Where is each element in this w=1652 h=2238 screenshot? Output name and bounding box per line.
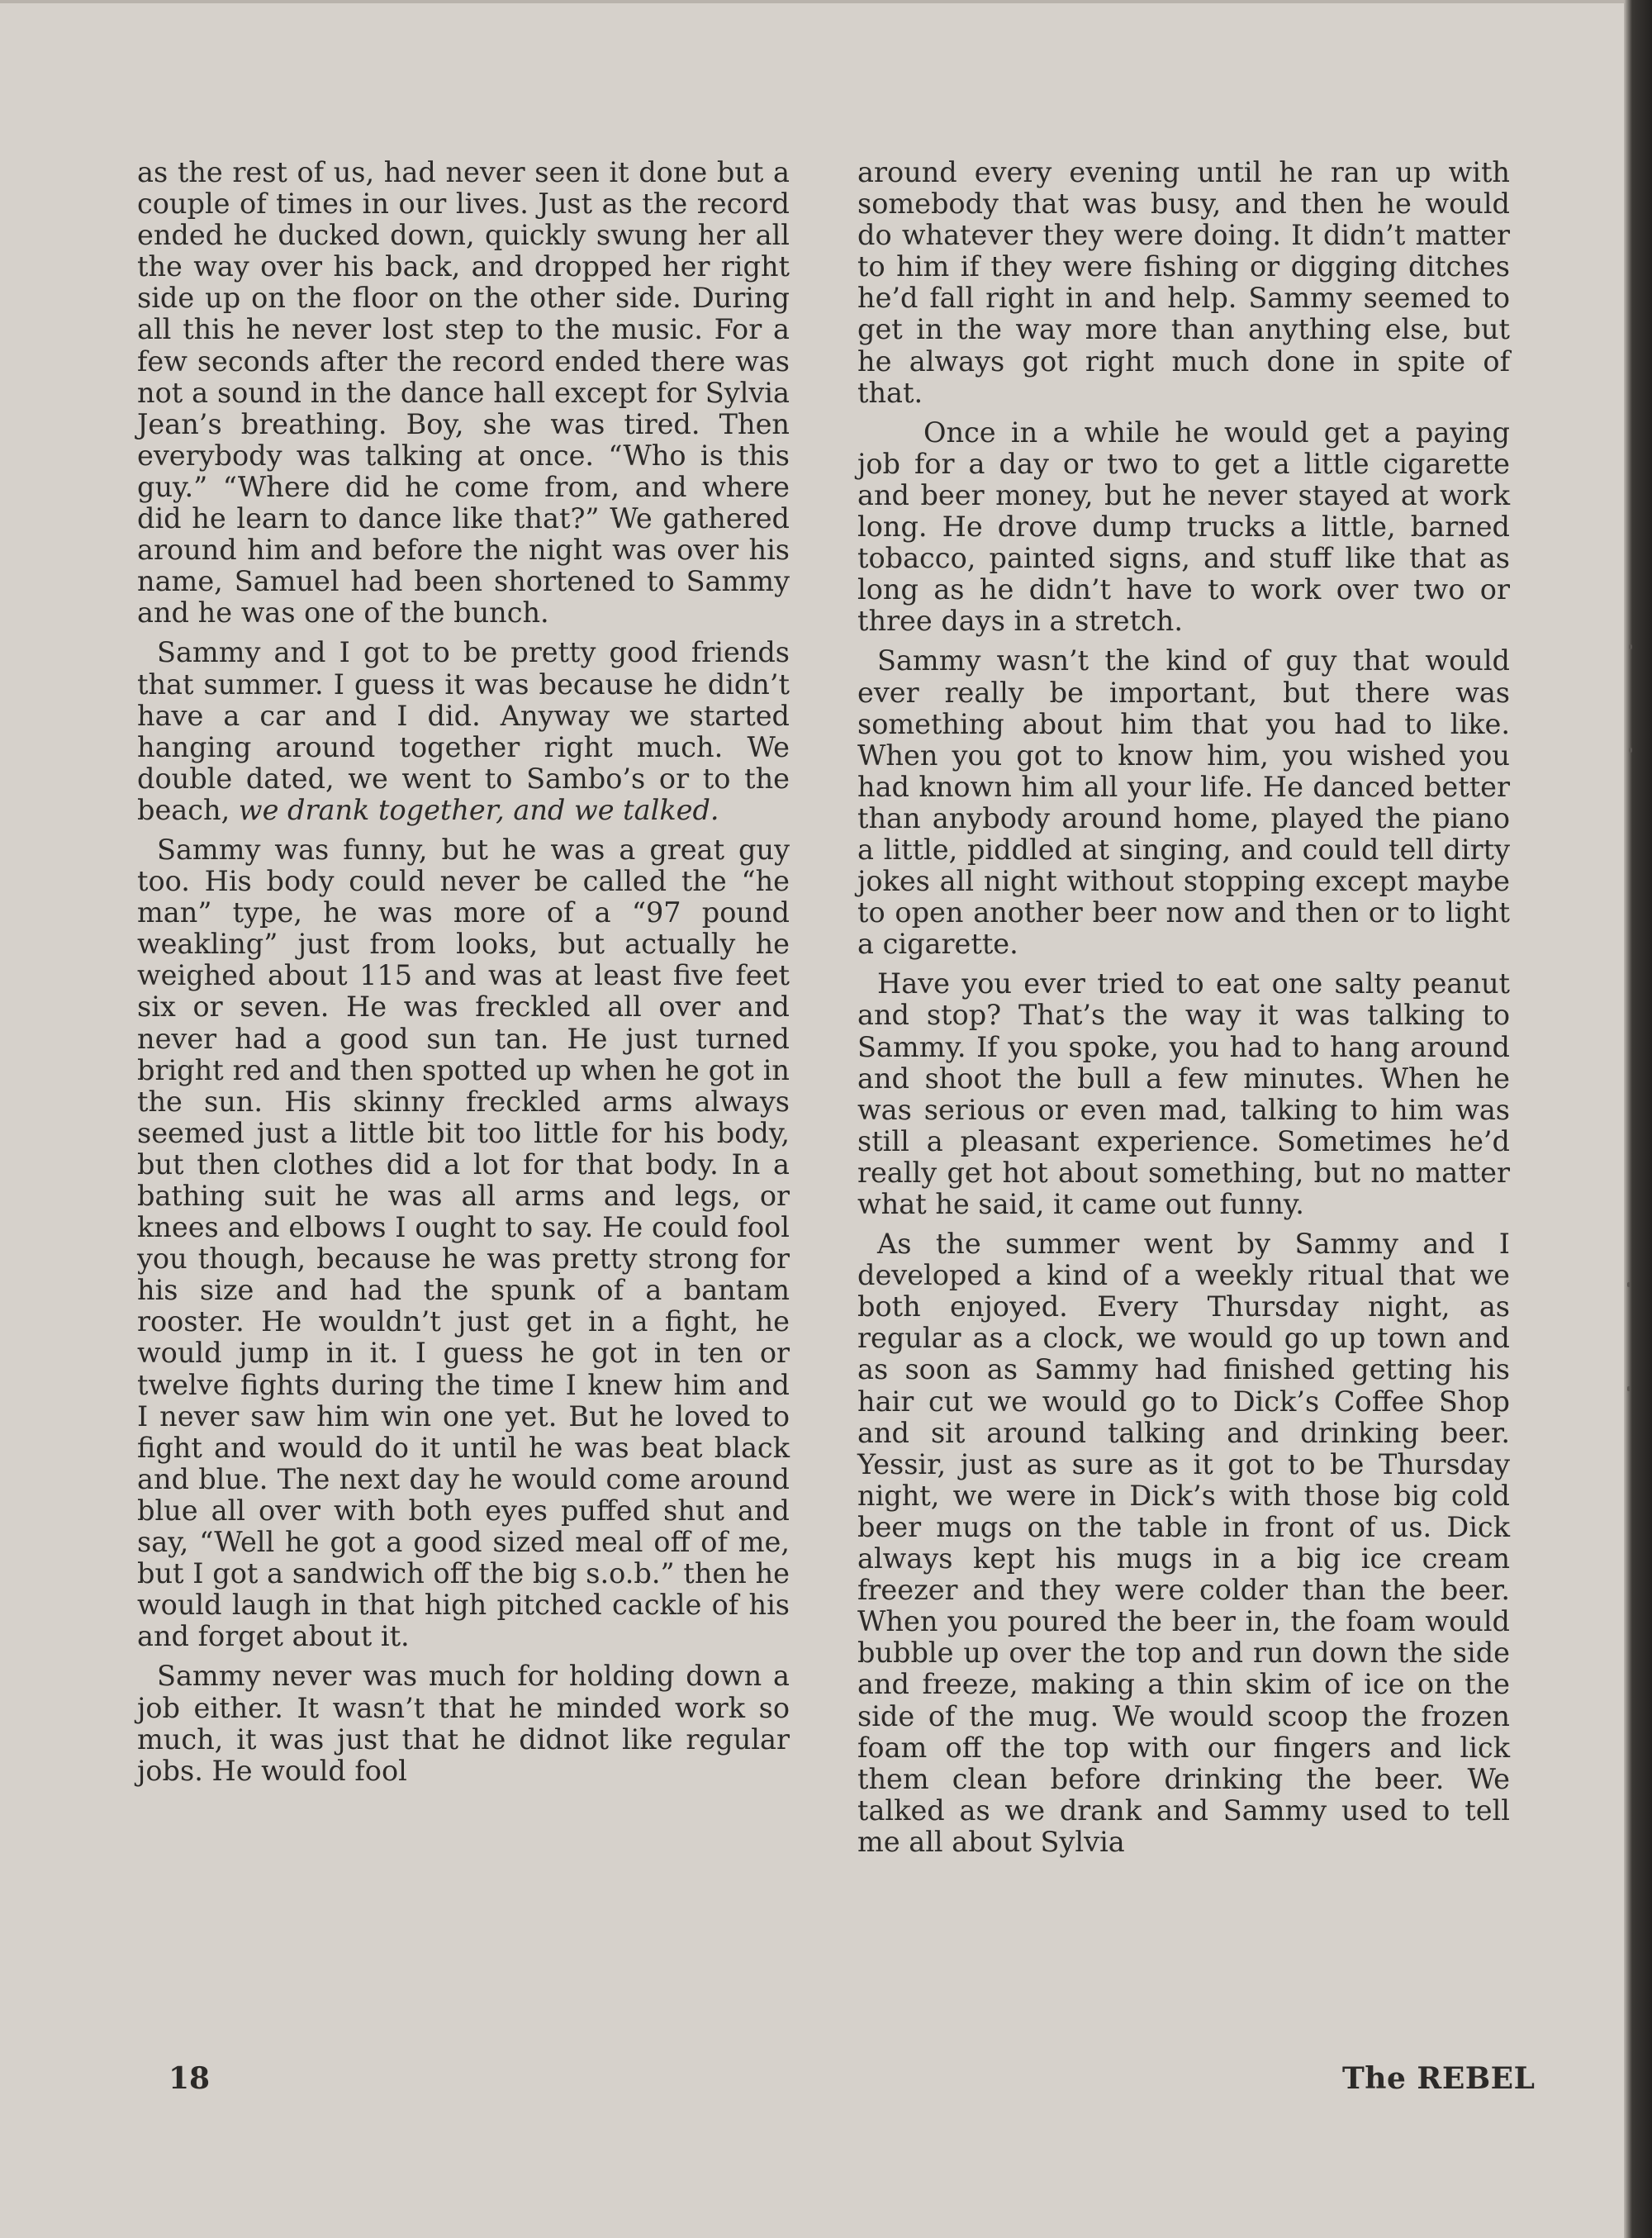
right-paragraph-5: As the summer went by Sammy and I developed a kind of a weekly ritual that we both enjoyed. Every Thursday night, as regular as a clock, we would go up town and as soon as Sammy had finished getting his hair cut we would go to Dick’s Coffee Shop and sit around talking and drinking beer. Yessir, just as sure as it got to be Thursday night, we were in Dick’s with those big cold beer mugs on the table in front of us. Dick always kept his mugs in a big ice cream freezer and they were colder than the beer. When you poured the beer in, the foam would bubble up over the top and run down the side and freeze, making a thin skim of ice on the side of the mug. We would scoop the frozen foam off the top with our fingers and lick them clean before drinking the beer. We talked as we drank and Sammy used to tell me all about Sylvia (857, 1228, 1510, 1858)
right-text-column (857, 157, 1510, 1866)
left-text-column (137, 157, 790, 1795)
right-paragraph-1: around every evening until he ran up with somebody that was busy, and then he would do whatever they were doing. It didn’t matter to him if they were fishing or digging ditches he’d fall right in and help. Sammy seemed to get in the way more than anything else, but he always got right much done in spite of that. (857, 156, 1510, 409)
right-paragraph-4: Have you ever tried to eat one salty peanut and stop? That’s the way it was talking to Sammy. If you spoke, you had to hang around and shoot the bull a few minutes. When he was serious or even mad, talking to him was still a pleasant experience. Sometimes he’d really get hot about something, but no matter what he said, it came out funny. (857, 967, 1510, 1220)
left-paragraph-1: as the rest of us, had never seen it done but a couple of times in our lives. Just as the record ended he ducked down, quickly swung her all the way over his back, and dropped her right side up on the floor on the other side. During all this he never lost step to the music. For a few seconds after the record ended there was not a sound in the dance hall except for Sylvia Jean’s breathing. Boy, she was tired. Then everybody was talking at once. “Who is this guy.” “Where did he come from, and where did he learn to dance like that?” We gathered around him and before the night was over his name, Samuel had been shortened to Sammy and he was one of the bunch. (137, 156, 790, 630)
left-paragraph-2 (137, 637, 790, 826)
page-number: 18 (169, 2061, 211, 2096)
left-paragraph-2-text: Sammy and I got to be pretty good friends that summer. I guess it was because he didn’t have a car and I did. Anyway we started hanging around together right much. We double dated, we went to Sambo’s or to the beach, (137, 636, 790, 826)
left-paragraph-2-italic: we drank together, and we talked. (238, 793, 719, 826)
margin-speck (1627, 1282, 1631, 1287)
margin-speck (1627, 1386, 1631, 1391)
left-paragraph-4: Sammy never was much for holding down a job either. It wasn’t that he minded work so much, it was just that he didnot like regular jobs. He would fool (137, 1660, 790, 1787)
page-top-edge (0, 0, 1652, 3)
right-paragraph-3: Sammy wasn’t the kind of guy that would ever really be important, but there was something about him that you had to like. When you got to know him, you wished you had known him all your life. He danced better than anybody around home, played the piano a little, piddled at singing, and could tell dirty jokes all night without stopping except maybe to open another beer now and then or to light a cigarette. (857, 644, 1510, 961)
left-paragraph-3: Sammy was funny, but he was a great guy too. His body could never be called the “he man” type, he was more of a “97 pound weakling” just from looks, but actually he weighed about 115 and was at least five feet six or seven. He was freckled all over and never had a good sun tan. He just turned bright red and then spotted up when he got in the sun. His skinny freckled arms always seemed just a little bit too little for his body, but then clothes did a lot for that body. In a bathing suit he was all arms and legs, or knees and elbows I ought to say. He could fool you though, because he was pretty strong for his size and had the spunk of a bantam rooster. He wouldn’t just get in a fight, he would jump in it. I guess he got in ten or twelve fights during the time I knew him and I never saw him win one yet. But he loved to fight and would do it until he was beat black and blue. The next day he would come around blue all over with both eyes puffed shut and say, “Well he got a good sized meal off of me, but I got a sandwich off the big s.o.b.” then he would laugh in that high pitched cackle of his and forget about it. (137, 833, 790, 1653)
right-paragraph-2: Once in a while he would get a paying job for a day or two to get a little cigarette and beer money, but he never stayed at work long. He drove dump trucks a little, barned tobacco, painted signs, and stuff like that as long as he didn’t have to work over two or three days in a stretch. (857, 416, 1510, 638)
running-title: The REBEL (1342, 2061, 1536, 2096)
page-binding-edge (1624, 0, 1652, 2238)
margin-speck (1629, 748, 1632, 753)
margin-speck (1629, 644, 1632, 649)
